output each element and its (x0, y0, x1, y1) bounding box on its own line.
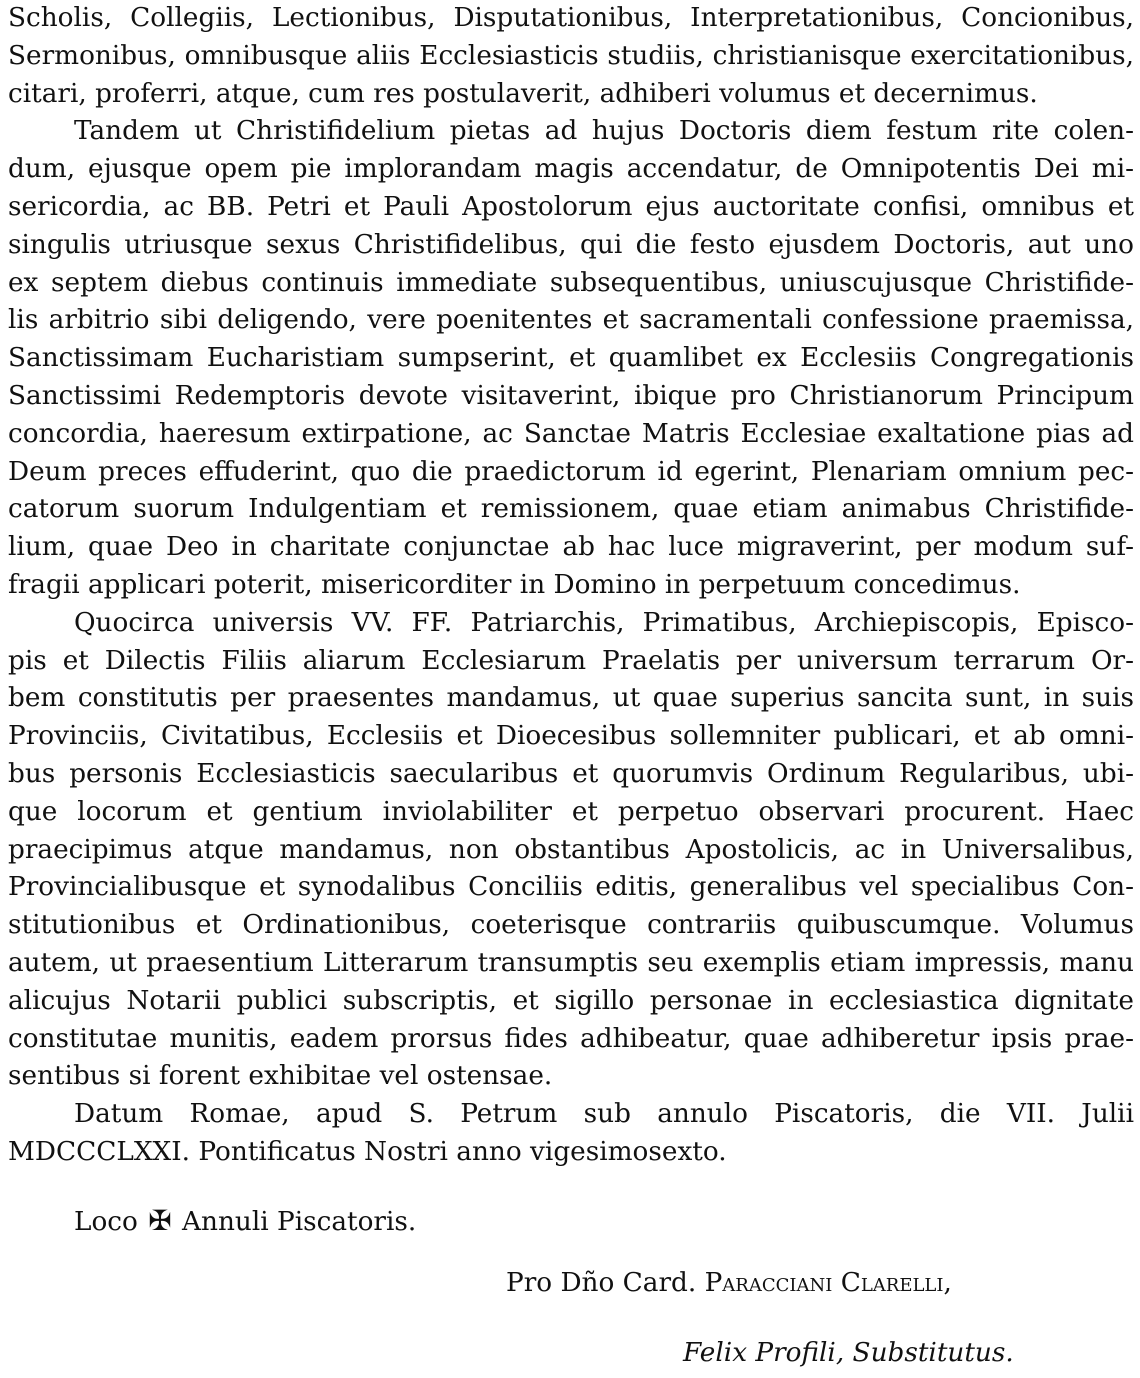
text-line: bem constitutis per praesentes mandamus, ut quae superius sancita sunt, in suis (8, 683, 1134, 714)
text-line: stitutionibus et Ordinationibus, coeterisque contrariis quibuscumque. Volumus (8, 910, 1134, 941)
text-line: alicujus Notarii publici subscriptis, et sigillo personae in ecclesiastica dignitate (8, 985, 1134, 1016)
text-line: Tandem ut Christifidelium pietas ad hujus Doctoris diem festum rite colen- (74, 116, 1134, 147)
seal-suffix: Annuli Piscatoris. (182, 1207, 417, 1237)
text-line: catorum suorum Indulgentiam et remissionem, quae etiam animabus Christifide- (8, 494, 1134, 525)
text-line: que locorum et gentium inviolabiliter et perpetuo observari procurent. Haec (8, 796, 1134, 827)
text-line: singulis utriusque sexus Christifidelibus, qui die festo ejusdem Doctoris, aut uno (8, 229, 1134, 260)
signer-prefix: Pro Dño Card. (506, 1268, 697, 1298)
text-line: dum, ejusque opem pie implorandam magis accendatur, de Omnipotentis Dei mi- (8, 154, 1134, 185)
text-line: Deum preces effuderint, quo die praedictorum id egerint, Plenariam omnium pec- (8, 456, 1134, 487)
text-line: sericordia, ac BB. Petri et Pauli Apostolorum ejus auctoritate confisi, omnibus et (8, 191, 1134, 222)
text-line: Provincialibusque et synodalibus Conciliis editis, generalibus vel specialibus Con- (8, 872, 1134, 903)
document-body (8, 0, 1134, 1172)
text-line: Provinciis, Civitatibus, Ecclesiis et Dioecesibus sollemniter publicari, et ab omni- (8, 721, 1134, 752)
signer-name: Paracciani Clarelli, (704, 1268, 952, 1298)
text-line: Datum Romae, apud S. Petrum sub annulo Piscatoris, die VII. Julii (74, 1099, 1134, 1130)
paragraph (8, 0, 1134, 113)
text-line: Scholis, Collegiis, Lectionibus, Disputationibus, Interpretationibus, Concionibus, (8, 3, 1134, 33)
text-line: Sanctissimam Eucharistiam sumpserint, et quamlibet ex Ecclesiis Congregationis (8, 343, 1134, 374)
text-line: Sermonibus, omnibusque aliis Ecclesiasticis studiis, christianisque exercitationibus, (8, 40, 1134, 71)
seal-prefix: Loco (74, 1207, 138, 1237)
paragraph (8, 1096, 1134, 1172)
text-line: ex septem diebus continuis immediate subsequentibus, uniuscujusque Christifide- (8, 267, 1134, 298)
text-line: praecipimus atque mandamus, non obstantibus Apostolicis, ac in Universalibus, (8, 834, 1134, 865)
text-line: MDCCCLXXI. Pontificatus Nostri anno vigesimosexto. (8, 1136, 727, 1167)
maltese-cross-icon: ✠ (148, 1204, 172, 1237)
paragraph (8, 113, 1134, 604)
text-line: constitutae munitis, eadem prorsus fides adhibeatur, quae adhiberetur ipsis prae- (8, 1023, 1134, 1054)
signer-line (506, 1268, 952, 1298)
paragraph (8, 605, 1134, 1096)
text-line: Quocirca universis VV. FF. Patriarchis, Primatibus, Archiepiscopis, Episco- (74, 607, 1134, 638)
substitute-signature: Felix Profili, Substitutus. (683, 1338, 1014, 1368)
text-line: pis et Dilectis Filiis aliarum Ecclesiarum Praelatis per universum terrarum Or- (8, 645, 1134, 676)
text-line: concordia, haeresum extirpatione, ac Sanctae Matris Ecclesiae exaltatione pias ad (8, 418, 1134, 449)
text-line: lis arbitrio sibi deligendo, vere poenitentes et sacramentali confessione praemissa, (8, 305, 1134, 336)
text-line: autem, ut praesentium Litterarum transumptis seu exemplis etiam impressis, manu (8, 947, 1134, 978)
text-line: lium, quae Deo in charitate conjunctae ab hac luce migraverint, per modum suf- (8, 532, 1134, 563)
text-line: Sanctissimi Redemptoris devote visitaverint, ibique pro Christianorum Principum (8, 380, 1134, 411)
text-line: citari, proferri, atque, cum res postulaverit, adhiberi volumus et decernimus. (8, 78, 1038, 109)
text-line: bus personis Ecclesiasticis saecularibus et quorumvis Ordinum Regularibus, ubi- (8, 758, 1134, 789)
text-line: fragii applicari poterit, misericorditer in Domino in perpetuum concedimus. (8, 569, 1021, 600)
seal-line (74, 1204, 416, 1237)
text-line: sentibus si forent exhibitae vel ostensae. (8, 1061, 553, 1092)
